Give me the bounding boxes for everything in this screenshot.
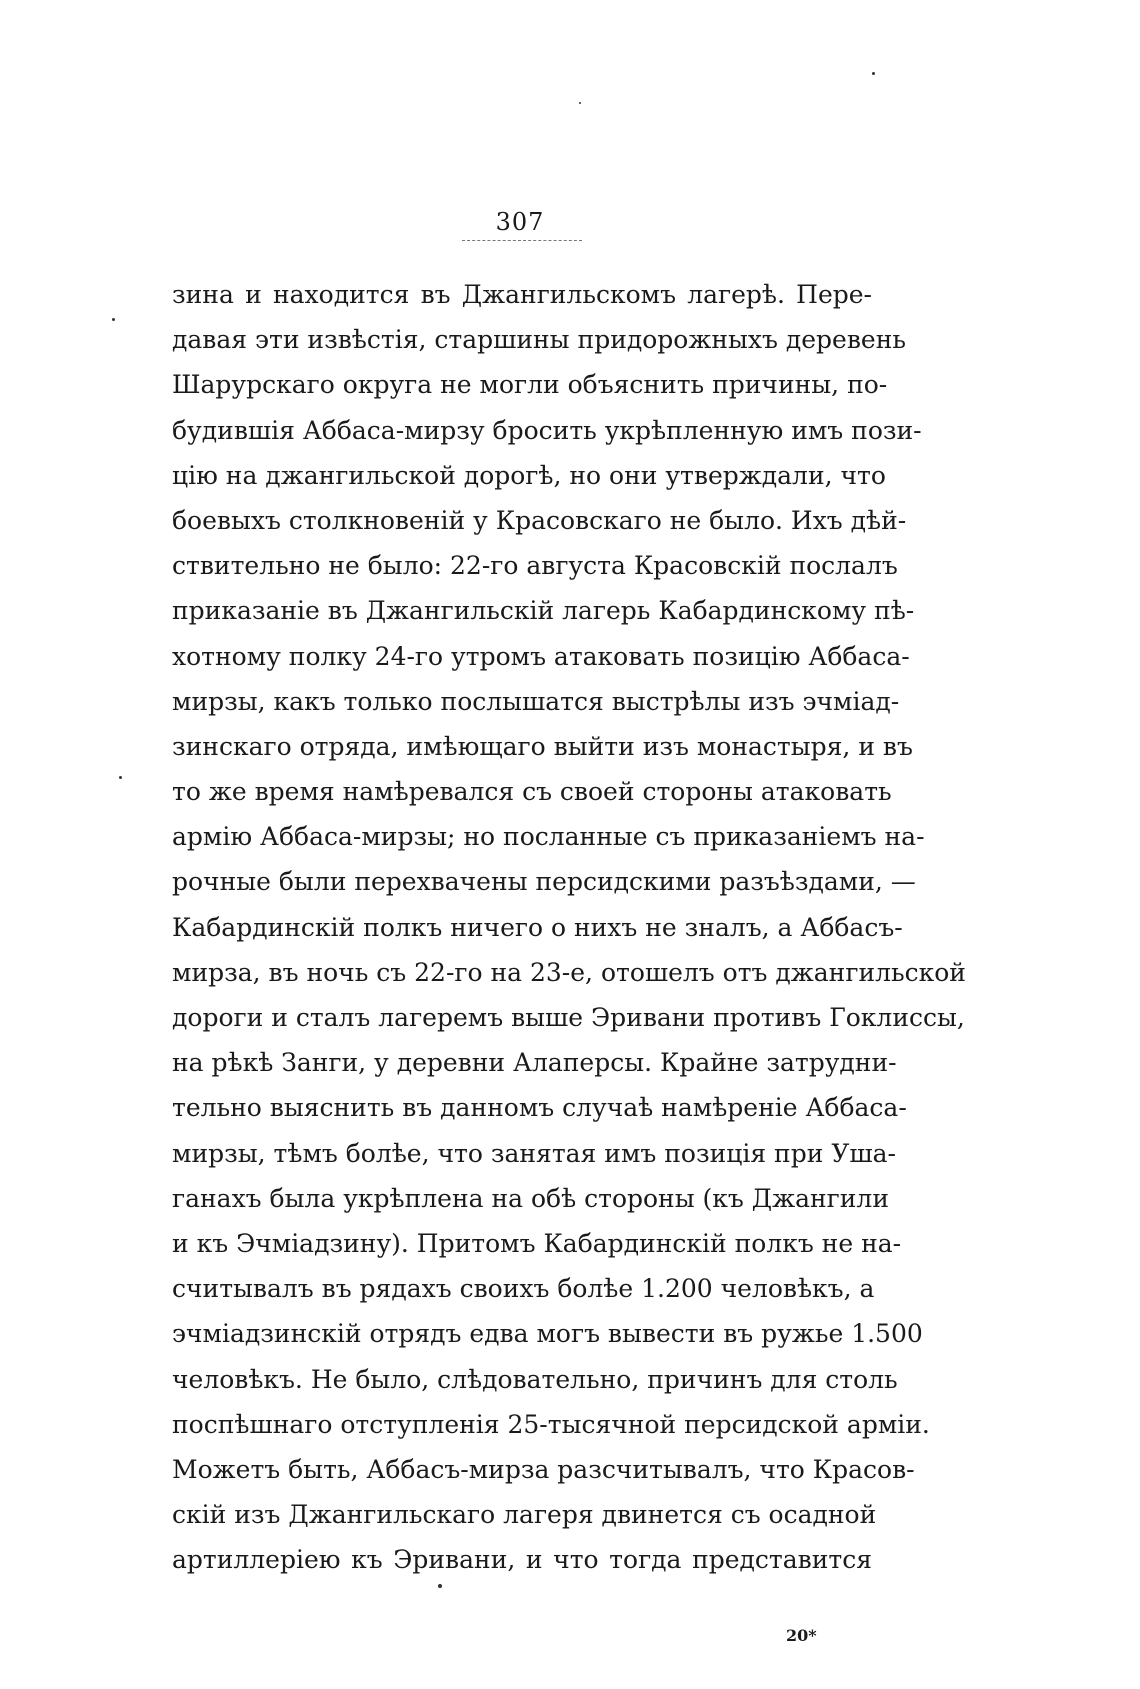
text-line: мирзы, тѣмъ болѣе, что занятая имъ позиція при Уша-	[172, 1138, 896, 1168]
text-line: ствительно не было: 22-го августа Красовскій послалъ	[172, 551, 898, 581]
text-line: хотному полку 24-го утромъ атаковать позицію Аббаса-	[172, 641, 910, 671]
scan-speck	[579, 102, 581, 104]
header-rule	[462, 240, 582, 241]
text-line: рочные были перехвачены персидскими разъѣздами, —	[172, 867, 916, 897]
body-text	[172, 272, 966, 1582]
text-line: ганахъ была укрѣплена на обѣ стороны (къ Джангили	[172, 1183, 889, 1213]
scan-speck	[119, 776, 122, 779]
text-line: армію Аббаса-мирзы; но посланные съ приказаніемъ на-	[172, 822, 925, 852]
text-line: человѣкъ. Не было, слѣдовательно, причинъ для столь	[172, 1364, 898, 1394]
text-line: зина и находится въ Джангильскомъ лагерѣ. Пере-	[172, 280, 872, 309]
text-line: будившія Аббаса-мирзу бросить укрѣпленную имъ пози-	[172, 415, 922, 445]
scan-speck	[438, 1584, 442, 1588]
text-line: артиллеріею къ Эривани, и что тогда представится	[172, 1545, 872, 1575]
text-line: поспѣшнаго отступленія 25-тысячной персидской арміи.	[172, 1409, 930, 1439]
text-line: считывалъ въ рядахъ своихъ болѣе 1.200 человѣкъ, а	[172, 1274, 875, 1304]
text-line: мирза, въ ночь съ 22-го на 23-е, отошелъ отъ джангильской	[172, 957, 966, 987]
text-line: то же время намѣревался съ своей стороны атаковать	[172, 777, 892, 807]
scan-speck	[872, 72, 875, 75]
text-line: эчміадзинскій отрядъ едва могъ вывести въ ружье 1.500	[172, 1319, 923, 1349]
text-line: цію на джангильской дорогѣ, но они утверждали, что	[172, 460, 886, 490]
scan-speck	[112, 318, 115, 321]
signature-mark: 20*	[786, 1626, 817, 1645]
text-line: Можетъ быть, Аббасъ-мирза разсчитывалъ, что Красов-	[172, 1454, 915, 1484]
text-line: приказаніе въ Джангильскій лагерь Кабардинскому пѣ-	[172, 596, 915, 626]
text-line: Кабардинскій полкъ ничего о нихъ не зналъ, а Аббасъ-	[172, 912, 903, 942]
text-line: дороги и сталъ лагеремъ выше Эривани противъ Гоклиссы,	[172, 1003, 965, 1032]
text-line: Шарурскаго округа не могли объяснить причины, по-	[172, 370, 888, 400]
page-number: 307	[495, 208, 545, 236]
text-line: скій изъ Джангильскаго лагеря двинется съ осадной	[172, 1500, 877, 1530]
text-line: мирзы, какъ только послышатся выстрѣлы изъ эчміад-	[172, 686, 900, 716]
text-line: боевыхъ столкновеній у Красовскаго не было. Ихъ дѣй-	[172, 505, 907, 535]
text-line: на рѣкѣ Занги, у деревни Алаперсы. Крайне затрудни-	[172, 1048, 897, 1078]
text-line: давая эти извѣстія, старшины придорожныхъ деревень	[172, 325, 906, 355]
text-line: зинскаго отряда, имѣющаго выйти изъ монастыря, и въ	[172, 731, 913, 761]
text-line: и къ Эчміадзину). Притомъ Кабардинскій полкъ не на-	[172, 1228, 902, 1258]
text-line: тельно выяснить въ данномъ случаѣ намѣреніе Аббаса-	[172, 1093, 907, 1123]
